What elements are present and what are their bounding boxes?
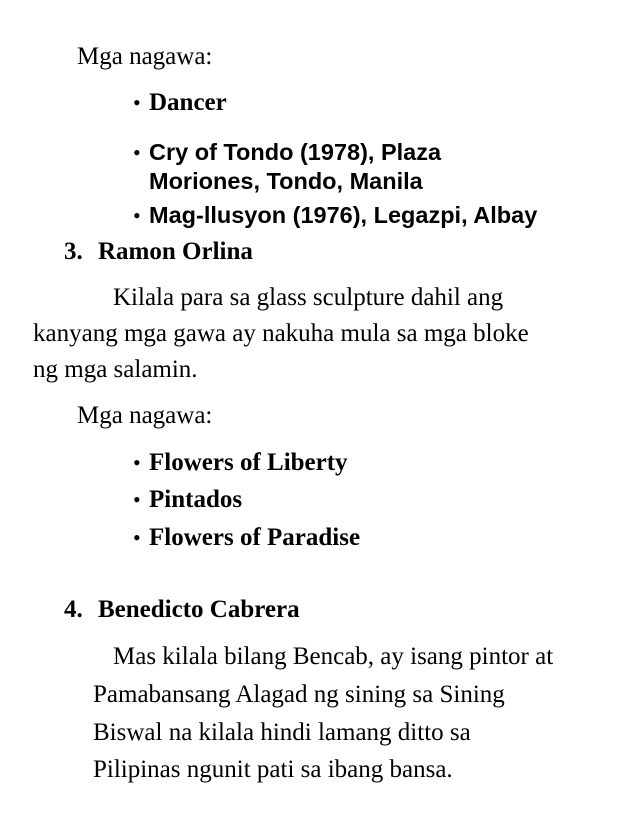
- list-item: [133, 204, 537, 228]
- section-title: Benedicto Cabrera: [98, 596, 300, 623]
- paragraph-line: Pilipinas ngunit pati sa ibang bansa.: [93, 756, 453, 783]
- works-heading: Mga nagawa:: [77, 43, 213, 70]
- bullet-icon: •: [133, 140, 141, 165]
- bullet-icon: •: [133, 450, 141, 475]
- paragraph-line: Mas kilala bilang Bencab, ay isang pintor at: [113, 643, 554, 670]
- paragraph-line: Biswal na kilala hindi lamang ditto sa: [93, 719, 471, 746]
- section-number: 4.: [64, 596, 83, 623]
- bullet-icon: •: [133, 487, 141, 512]
- paragraph-line: ng mga salamin.: [33, 356, 198, 383]
- paragraph-line: Pamabansang Alagad ng sining sa Sining: [93, 681, 505, 708]
- section-title: Ramon Orlina: [98, 238, 253, 265]
- list-item-text: Flowers of Liberty: [149, 449, 348, 476]
- list-item-text: Dancer: [149, 89, 227, 116]
- list-item-text-continued: Moriones, Tondo, Manila: [149, 168, 423, 194]
- list-item-text: Pintados: [149, 486, 243, 513]
- list-item: [133, 450, 348, 475]
- list-item: [133, 141, 441, 165]
- list-item: [133, 525, 360, 550]
- list-item-text: Mag-llusyon (1976), Legazpi, Albay: [149, 202, 538, 228]
- section-number: 3.: [64, 238, 83, 265]
- list-item: [133, 487, 242, 512]
- works-heading: Mga nagawa:: [77, 402, 213, 429]
- list-item-text: Cry of Tondo (1978), Plaza: [149, 139, 442, 165]
- list-item: [133, 90, 227, 115]
- bullet-icon: •: [133, 203, 141, 228]
- paragraph-line: kanyang mga gawa ay nakuha mula sa mga bloke: [33, 320, 529, 347]
- bullet-icon: •: [133, 525, 141, 550]
- list-item-text: Flowers of Paradise: [149, 524, 361, 551]
- paragraph-line: Kilala para sa glass sculpture dahil ang: [113, 284, 504, 311]
- bullet-icon: •: [133, 90, 141, 115]
